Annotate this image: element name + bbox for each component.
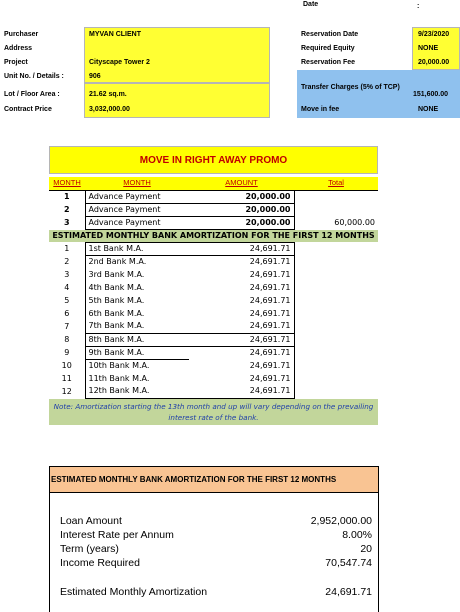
move-in-fee-value: NONE — [418, 106, 439, 113]
purchaser-label: Purchaser — [4, 31, 39, 38]
amort-amount: 24,691.71 — [189, 281, 294, 294]
promo-header-row — [49, 177, 378, 190]
amort-amount: 24,691.71 — [189, 268, 294, 281]
amort-num: 6 — [64, 308, 70, 318]
amort-num: 3 — [64, 269, 70, 279]
amort-amount: 24,691.71 — [189, 294, 294, 307]
advance-label: Advance Payment — [85, 216, 189, 229]
amort-num: 12 — [61, 386, 72, 396]
amort-label: 5th Bank M.A. — [85, 294, 189, 307]
amort-row — [49, 346, 378, 359]
advance-row — [49, 216, 378, 229]
promo-section — [49, 146, 378, 425]
amort-label: 9th Bank M.A. — [85, 346, 189, 359]
transfer-charges-label: Transfer Charges (5% of TCP) — [301, 84, 400, 91]
amort-label: 7th Bank M.A. — [85, 320, 189, 333]
amort-amount: 24,691.71 — [189, 385, 294, 398]
amort-amount: 24,691.71 — [189, 333, 294, 346]
summary-label: Term (years) — [60, 543, 119, 555]
amort-amount: 24,691.71 — [189, 307, 294, 320]
advance-num: 1 — [63, 191, 70, 201]
amort-row — [49, 242, 378, 255]
summary-row-rate — [60, 529, 372, 541]
move-in-fee-label: Move in fee — [301, 106, 340, 113]
amort-label: 3rd Bank M.A. — [85, 268, 189, 281]
advance-num: 2 — [63, 204, 70, 214]
amort-amount: 24,691.71 — [189, 255, 294, 268]
amort-amount: 24,691.71 — [189, 346, 294, 359]
advance-total: 60,000.00 — [334, 217, 375, 227]
amort-num: 1 — [64, 243, 70, 253]
required-equity-value: NONE — [418, 45, 439, 52]
required-equity-label: Required Equity — [301, 45, 355, 52]
amort-label: 12th Bank M.A. — [85, 385, 189, 398]
amort-title-row — [49, 229, 378, 242]
project-value: Cityscape Tower 2 — [89, 59, 150, 66]
amort-label: 10th Bank M.A. — [85, 359, 189, 372]
amort-row — [49, 372, 378, 385]
amort-row — [49, 385, 378, 398]
contract-price-value: 3,032,000.00 — [89, 106, 130, 113]
amort-label: 6th Bank M.A. — [85, 307, 189, 320]
advance-label: Advance Payment — [85, 190, 189, 203]
reservation-fee-label: Reservation Fee — [301, 59, 356, 66]
summary-value: 8.00% — [342, 529, 372, 541]
amort-num: 8 — [64, 334, 70, 344]
advance-total — [294, 190, 378, 203]
amort-num: 5 — [64, 295, 70, 305]
summary-row-monthly — [60, 586, 372, 598]
amort-amount: 24,691.71 — [189, 242, 294, 255]
amort-row — [49, 307, 378, 320]
reservation-fee-value: 20,000.00 — [418, 59, 450, 66]
summary-row-income — [60, 557, 372, 569]
amort-row — [49, 333, 378, 346]
amort-row — [49, 359, 378, 372]
contract-price-label: Contract Price — [4, 106, 52, 113]
amort-num: 2 — [64, 256, 70, 266]
summary-value: 20 — [360, 543, 372, 555]
advance-label: Advance Payment — [85, 203, 189, 216]
unit-value: 906 — [89, 73, 101, 80]
header-month-no: MONTH — [49, 177, 85, 190]
address-label: Address — [4, 45, 33, 52]
amort-label: 2nd Bank M.A. — [85, 255, 189, 268]
amort-label: 1st Bank M.A. — [85, 242, 189, 255]
summary-label: Estimated Monthly Amortization — [60, 586, 208, 598]
purchaser-value: MYVAN CLIENT — [89, 31, 141, 38]
promo-table — [49, 177, 378, 399]
lot-area-label: Lot / Floor Area : — [4, 91, 60, 98]
header-amount: AMOUNT — [189, 177, 294, 190]
advance-amount: 20,000.00 — [189, 190, 294, 203]
unit-label: Unit No. / Details : — [4, 73, 64, 80]
summary-row-term — [60, 543, 372, 555]
amort-row — [49, 255, 378, 268]
summary-label: Income Required — [60, 557, 140, 569]
amort-amount: 24,691.71 — [189, 320, 294, 333]
project-label: Project — [4, 59, 28, 66]
summary-label: Loan Amount — [60, 515, 122, 527]
amort-num: 10 — [61, 360, 72, 370]
advance-total — [294, 203, 378, 216]
summary-title: ESTIMATED MONTHLY BANK AMORTIZATION FOR THE FIRST 12 MONTHS — [50, 467, 378, 493]
amort-title: ESTIMATED MONTHLY BANK AMORTIZATION FOR THE FIRST 12 MONTHS — [49, 229, 378, 242]
amort-row — [49, 268, 378, 281]
amortization-note: Note: Amortization starting the 13th month and up will vary depending on the prevailing interest rate of the bank. — [49, 399, 378, 425]
summary-row-loan — [60, 515, 372, 527]
amort-row — [49, 294, 378, 307]
advance-num: 3 — [63, 217, 70, 227]
advance-row — [49, 190, 378, 203]
amort-label: 8th Bank M.A. — [85, 333, 189, 346]
summary-value: 70,547.74 — [325, 557, 372, 569]
date-colon: : — [417, 3, 420, 10]
amort-num: 4 — [64, 282, 70, 292]
summary-value: 24,691.71 — [325, 586, 372, 598]
header-month: MONTH — [85, 177, 189, 190]
advance-amount: 20,000.00 — [189, 203, 294, 216]
amort-num: 11 — [61, 373, 72, 383]
lot-area-value: 21.62 sq.m. — [89, 91, 127, 98]
amort-label: 4th Bank M.A. — [85, 281, 189, 294]
amort-label: 11th Bank M.A. — [85, 372, 189, 385]
amort-amount: 24,691.71 — [189, 359, 294, 372]
amort-amount: 24,691.71 — [189, 372, 294, 385]
advance-amount: 20,000.00 — [189, 216, 294, 229]
summary-value: 2,952,000.00 — [310, 515, 372, 527]
amort-row — [49, 320, 378, 333]
transfer-charges-value: 151,600.00 — [413, 91, 449, 98]
amort-num: 9 — [64, 347, 70, 357]
amort-num: 7 — [64, 321, 70, 331]
summary-label: Interest Rate per Annum — [60, 529, 174, 541]
reservation-date-label: Reservation Date — [301, 31, 359, 38]
amort-row — [49, 281, 378, 294]
promo-title: MOVE IN RIGHT AWAY PROMO — [49, 146, 378, 174]
date-label: Date — [303, 1, 319, 8]
reservation-date-value: 9/23/2020 — [418, 31, 450, 38]
header-total: Total — [294, 177, 378, 190]
summary-section — [49, 466, 379, 612]
advance-row — [49, 203, 378, 216]
